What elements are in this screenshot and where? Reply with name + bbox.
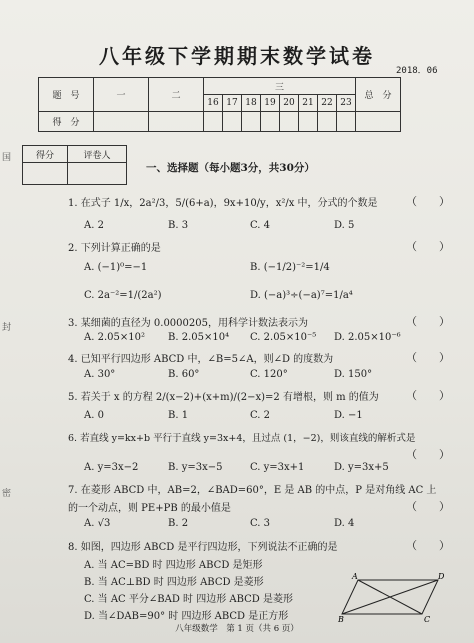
question-7-option-b: B. 2 [168, 518, 189, 529]
question-7-option-a: A. √3 [84, 518, 111, 529]
sub-col: 23 [337, 95, 356, 112]
figure-label-c: C [424, 615, 431, 622]
question-6-answer: （ ） [406, 448, 450, 461]
question-1-answer: （ ） [406, 195, 450, 208]
binding-mark: 密 [2, 489, 12, 499]
figure-label-b: B [338, 615, 344, 622]
question-8-option-c: C. 当 AC 平分∠BAD 时 四边形 ABCD 是菱形 [84, 594, 293, 605]
question-6-option-a: A. y=3x−2 [84, 462, 139, 473]
question-1-option-c: C. 4 [250, 220, 271, 231]
row-label-question-number: 题 号 [39, 78, 94, 112]
question-5-answer: （ ） [406, 389, 450, 402]
question-2-option-d: D. (−a)³÷(−a)⁷=1/a⁴ [250, 290, 353, 301]
sub-col: 17 [223, 95, 242, 112]
question-1-option-a: A. 2 [84, 220, 104, 231]
question-5-option-d: D. −1 [334, 410, 363, 421]
score-cell [149, 112, 204, 132]
page-footer: 八年级数学 第 1 页（共 6 页） [175, 624, 299, 634]
question-5-option-b: B. 1 [168, 410, 189, 421]
sub-col: 20 [280, 95, 299, 112]
question-3-answer: （ ） [406, 315, 450, 328]
score-cell [356, 112, 401, 132]
question-4-option-d: D. 150° [334, 369, 373, 380]
score-cell [337, 112, 356, 132]
question-4-option-a: A. 30° [84, 369, 116, 380]
sub-col: 22 [318, 95, 337, 112]
score-cell [223, 112, 242, 132]
score-cell [299, 112, 318, 132]
question-7-option-c: C. 3 [250, 518, 271, 529]
grader-name-cell [68, 163, 127, 185]
exam-date: 2018．06 [396, 66, 438, 76]
grader-table [22, 145, 127, 185]
question-6-option-c: C. y=3x+1 [250, 462, 305, 473]
question-3-stem: 3. 某细菌的直径为 0.0000205，用科学计数法表示为 [68, 318, 308, 329]
question-2-option-a: A. (−1)⁰=−1 [84, 262, 148, 273]
row-label-score: 得 分 [39, 112, 94, 132]
question-3-option-c: C. 2.05×10⁻⁵ [250, 332, 317, 343]
binding-mark: 封 [2, 323, 12, 333]
question-8-option-d: D. 当∠DAB=90° 时 四边形 ABCD 是正方形 [84, 611, 289, 622]
exam-title: 八年级下学期期末数学试卷 [99, 44, 375, 68]
sub-col: 18 [242, 95, 261, 112]
question-6-option-d: D. y=3x+5 [334, 462, 389, 473]
parallelogram-figure [338, 572, 444, 622]
question-7-answer: （ ） [406, 500, 450, 513]
grader-name-label: 评卷人 [68, 146, 127, 163]
question-2-answer: （ ） [406, 240, 450, 253]
section-heading: 一、选择题（每小题3分，共30分） [146, 162, 315, 174]
question-7-stem-cont: 的一个动点，则 PE+PB 的最小值是 [68, 503, 231, 514]
total-label: 总 分 [356, 78, 401, 112]
sub-col: 16 [204, 95, 223, 112]
question-8-answer: （ ） [406, 539, 450, 552]
question-3-option-a: A. 2.05×10² [84, 332, 145, 343]
score-cell [94, 112, 149, 132]
col-part-three: 三 [204, 78, 356, 95]
question-6-stem: 6. 若直线 y=kx+b 平行于直线 y=3x+4，且过点 (1，−2)，则该直线的解析式是 [68, 433, 416, 444]
question-6-option-b: B. y=3x−5 [168, 462, 223, 473]
question-1-option-b: B. 3 [168, 220, 189, 231]
question-7-option-d: D. 4 [334, 518, 355, 529]
score-cell [242, 112, 261, 132]
figure-label-d: D [438, 572, 444, 581]
question-5-option-a: A. 0 [84, 410, 104, 421]
figure-label-a: A [352, 572, 358, 581]
question-3-option-b: B. 2.05×10⁴ [168, 332, 230, 343]
question-4-option-b: B. 60° [168, 369, 200, 380]
sub-col: 21 [299, 95, 318, 112]
score-cell [280, 112, 299, 132]
col-part-one: 一 [94, 78, 149, 112]
question-8-stem: 8. 如图，四边形 ABCD 是平行四边形，下列说法不正确的是 [68, 542, 338, 553]
question-4-stem: 4. 已知平行四边形 ABCD 中，∠B=5∠A，则∠D 的度数为 [68, 354, 334, 365]
score-table [38, 77, 401, 132]
score-cell [318, 112, 337, 132]
question-8-option-a: A. 当 AC=BD 时 四边形 ABCD 是矩形 [84, 560, 263, 571]
grader-score-cell [23, 163, 68, 185]
question-4-answer: （ ） [406, 351, 450, 364]
question-5-stem: 5. 若关于 x 的方程 2/(x−2)+(x+m)/(2−x)=2 有增根，则 m 的值为 [68, 392, 379, 403]
sub-col: 19 [261, 95, 280, 112]
binding-mark: 国 [2, 153, 12, 163]
question-1-stem: 1. 在式子 1/x，2a²/3，5/(6+a)，9x+10/y，x²/x 中，分式的个数是 [68, 198, 378, 209]
question-8-option-b: B. 当 AC⊥BD 时 四边形 ABCD 是菱形 [84, 577, 264, 588]
grader-score-label: 得分 [23, 146, 68, 163]
col-part-two: 二 [149, 78, 204, 112]
question-3-option-d: D. 2.05×10⁻⁶ [334, 332, 401, 343]
score-cell [204, 112, 223, 132]
question-7-stem: 7. 在菱形 ABCD 中，AB=2，∠BAD=60°，E 是 AB 的中点，P 是对角线 AC 上 [68, 485, 437, 496]
question-5-option-c: C. 2 [250, 410, 271, 421]
score-cell [261, 112, 280, 132]
question-4-option-c: C. 120° [250, 369, 288, 380]
question-1-option-d: D. 5 [334, 220, 355, 231]
question-2-option-b: B. (−1/2)⁻²=1/4 [250, 262, 330, 273]
question-2-stem: 2. 下列计算正确的是 [68, 243, 161, 254]
diagonal-bd [342, 580, 438, 614]
question-2-option-c: C. 2a⁻²=1/(2a²) [84, 290, 162, 301]
